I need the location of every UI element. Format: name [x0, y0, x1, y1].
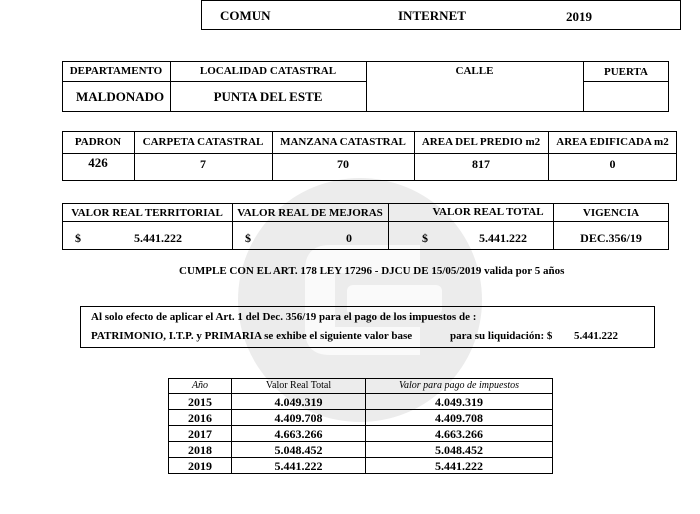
value-valor-mejoras: 0: [346, 231, 352, 245]
history-valor-impuestos: 4.663.266: [366, 426, 553, 442]
history-year: 2015: [169, 394, 232, 410]
history-valor-impuestos: 4.049.319: [366, 394, 553, 410]
history-year: 2018: [169, 442, 232, 458]
history-header-valor-total: Valor Real Total: [232, 379, 366, 394]
header-valor-territorial: VALOR REAL TERRITORIAL: [71, 207, 223, 219]
history-valor-total: 4.409.708: [232, 410, 366, 426]
header-manzana: MANZANA CATASTRAL: [280, 136, 406, 148]
history-year: 2019: [169, 458, 232, 474]
history-valor-total: 4.663.266: [232, 426, 366, 442]
notice-liquidation-label: para su liquidación: $: [450, 330, 553, 342]
header-calle: CALLE: [455, 65, 494, 77]
history-valor-impuestos: 5.441.222: [366, 458, 553, 474]
header-vigencia: VIGENCIA: [582, 207, 640, 219]
header-valor-total: VALOR REAL TOTAL: [432, 206, 544, 218]
value-carpeta: 7: [200, 157, 206, 171]
value-valor-territorial: 5.441.222: [134, 231, 182, 245]
notice-line2: PATRIMONIO, I.T.P. y PRIMARIA se exhibe el siguiente valor base: [91, 330, 413, 342]
notice-line1: Al solo efecto de aplicar el Art. 1 del Dec. 356/19 para el pago de los impuestos de :: [91, 311, 477, 323]
value-vigencia: DEC.356/19: [580, 231, 642, 245]
value-manzana: 70: [337, 157, 349, 171]
header-localidad: LOCALIDAD CATASTRAL: [199, 65, 337, 77]
history-valor-total: 5.441.222: [232, 458, 366, 474]
top-year: 2019: [566, 9, 592, 24]
top-comun: COMUN: [220, 8, 271, 23]
table-row: [169, 426, 553, 442]
header-area-edificada: AREA EDIFICADA m2: [556, 136, 669, 148]
table-row: [169, 458, 553, 474]
history-table: [168, 378, 553, 474]
table-row: [169, 410, 553, 426]
header-carpeta: CARPETA CATASTRAL: [142, 136, 264, 148]
top-internet: INTERNET: [398, 8, 466, 23]
compliance-note: CUMPLE CON EL ART. 178 LEY 17296 - DJCU DE 15/05/2019 valida por 5 años: [179, 265, 565, 277]
history-year: 2017: [169, 426, 232, 442]
value-localidad: PUNTA DEL ESTE: [213, 89, 323, 104]
history-valor-impuestos: 4.409.708: [366, 410, 553, 426]
header-departamento: DEPARTAMENTO: [69, 65, 163, 77]
value-departamento: MALDONADO: [76, 89, 165, 104]
value-padron: 426: [88, 155, 108, 170]
currency-territorial: $: [75, 231, 81, 245]
currency-mejoras: $: [245, 231, 251, 245]
history-valor-impuestos: 5.048.452: [366, 442, 553, 458]
notice-liquidation-value: 5.441.222: [574, 330, 618, 342]
currency-total: $: [422, 231, 428, 245]
header-valor-mejoras: VALOR REAL DE MEJORAS: [237, 207, 383, 219]
value-area-edificada: 0: [609, 157, 616, 171]
header-padron: PADRON: [74, 136, 122, 148]
history-valor-total: 4.049.319: [232, 394, 366, 410]
history-header-year: Año: [169, 379, 232, 394]
header-puerta: PUERTA: [603, 66, 649, 78]
history-year: 2016: [169, 410, 232, 426]
value-valor-total: 5.441.222: [479, 231, 527, 245]
history-header-valor-impuestos: Valor para pago de impuestos: [366, 379, 553, 394]
history-valor-total: 5.048.452: [232, 442, 366, 458]
table-row: [169, 442, 553, 458]
table-row: [169, 394, 553, 410]
value-area-predio: 817: [472, 157, 490, 171]
header-area-predio: AREA DEL PREDIO m2: [421, 136, 541, 148]
